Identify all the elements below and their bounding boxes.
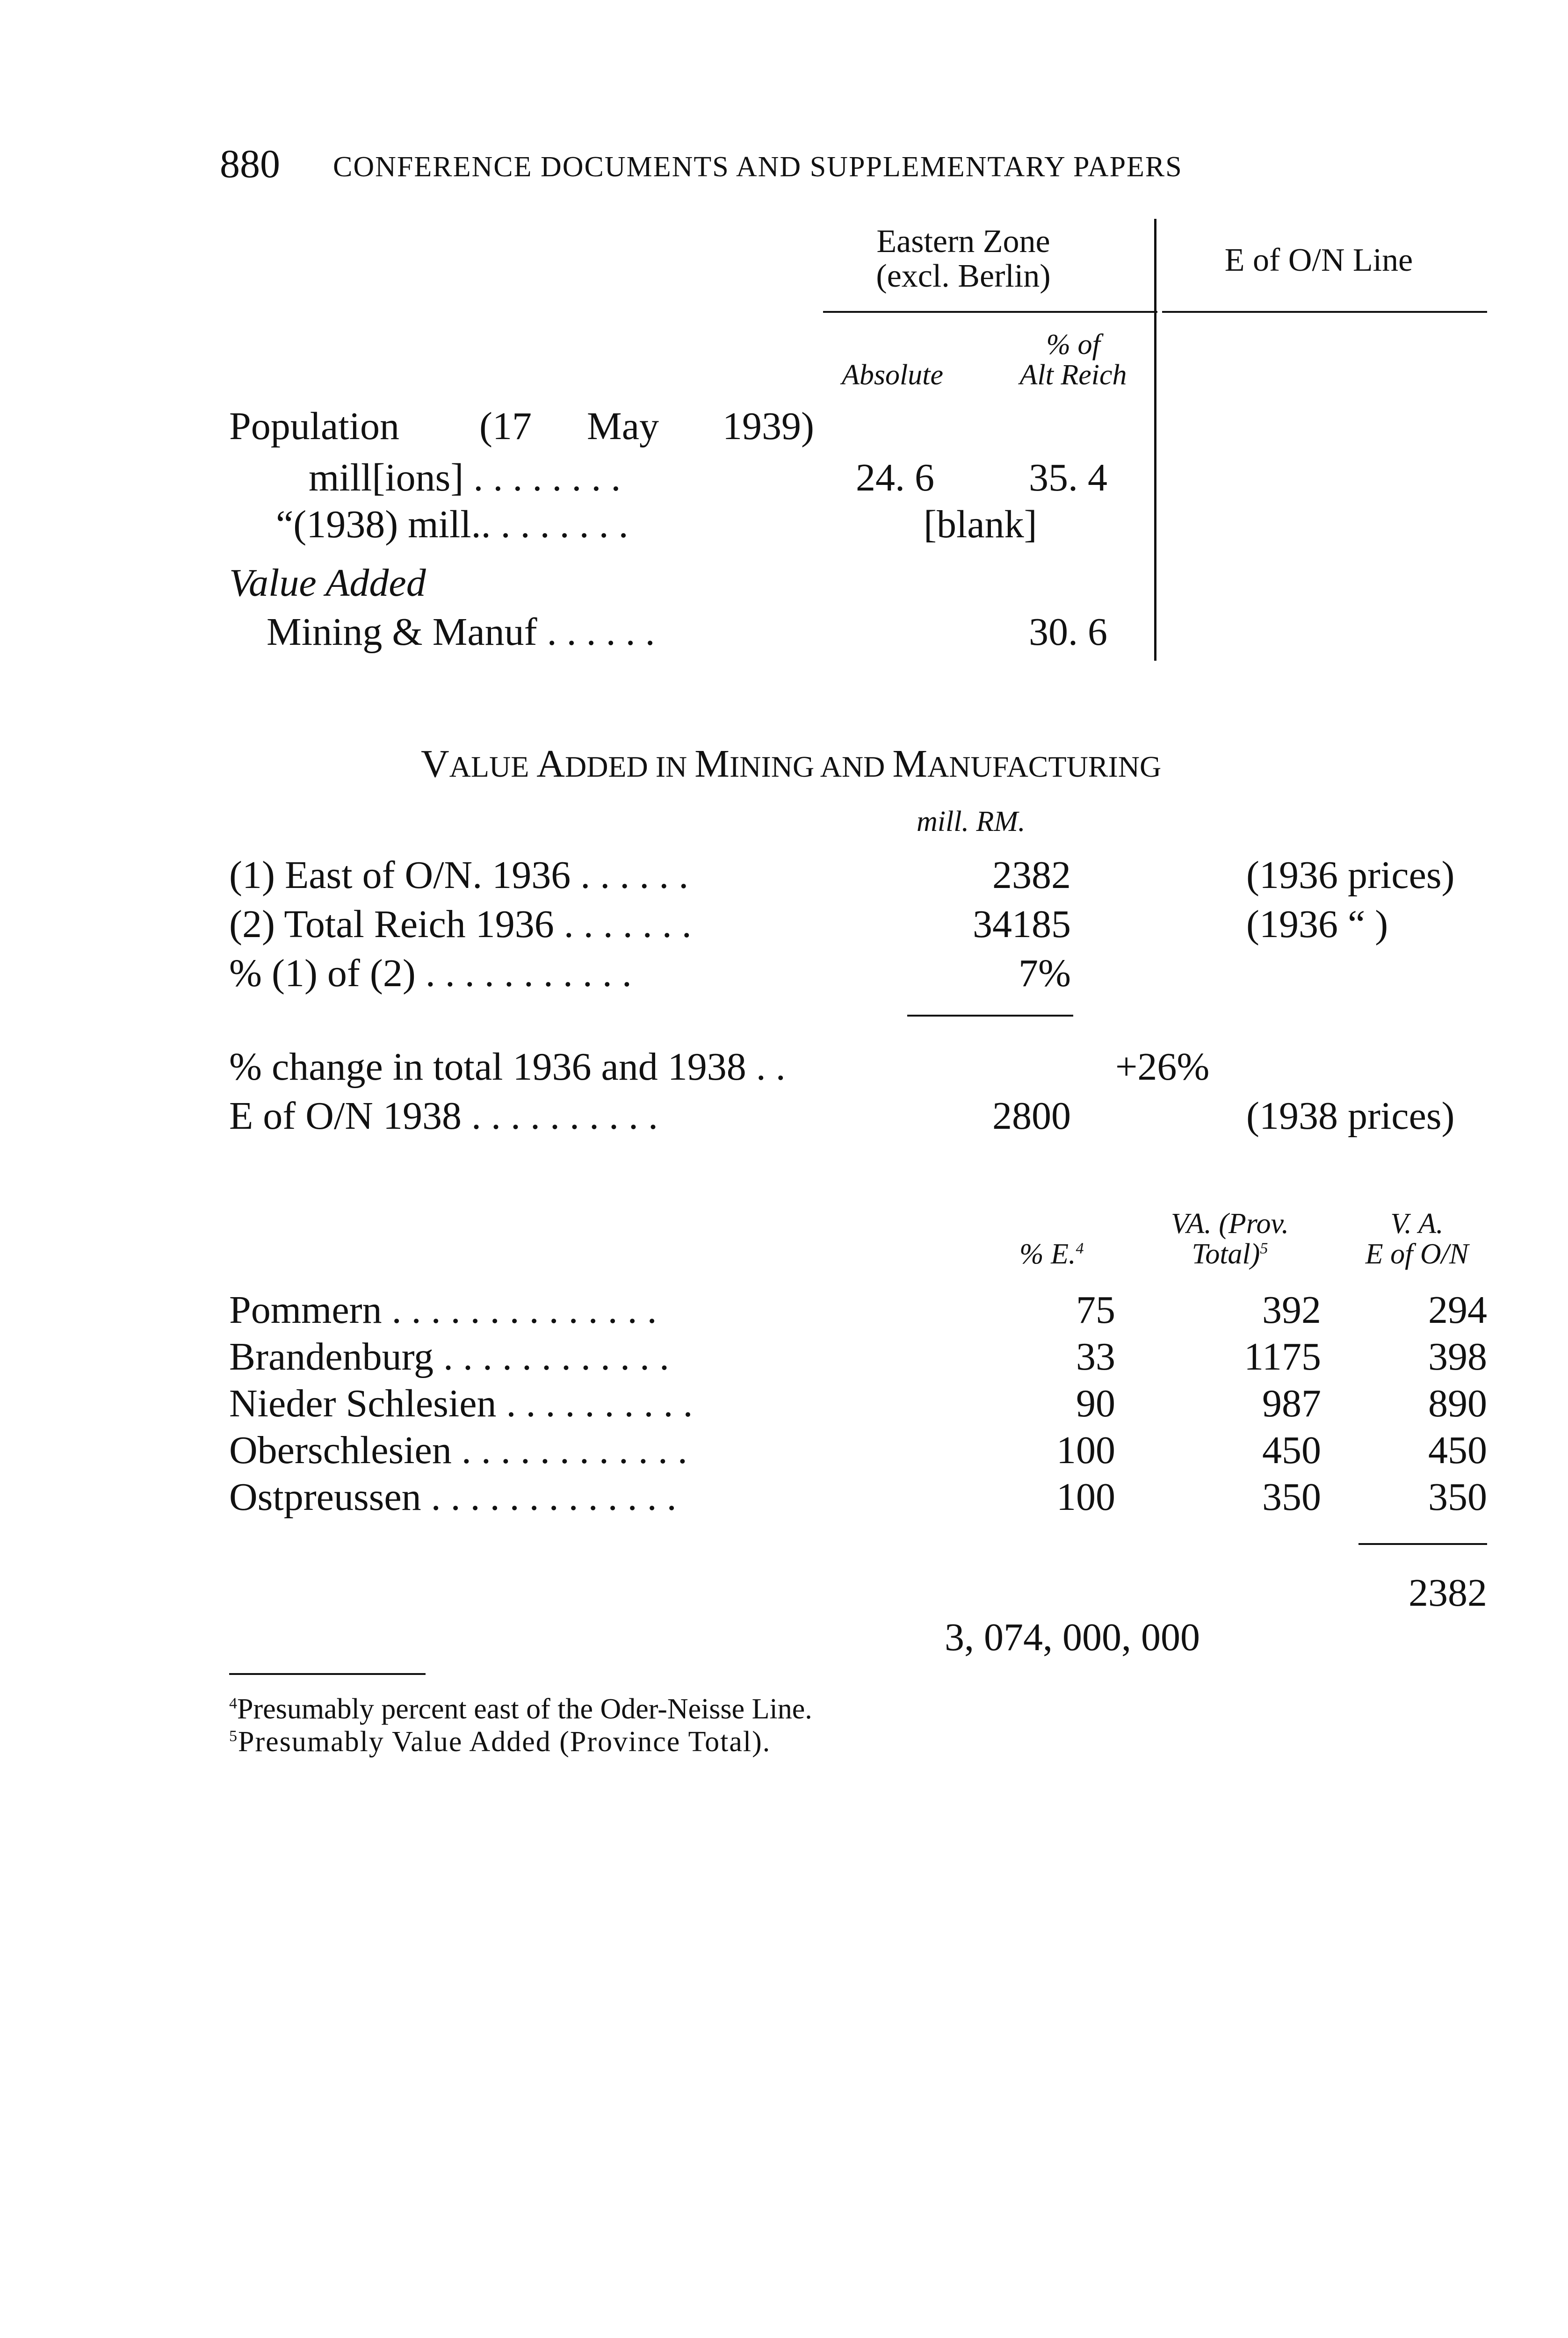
province-name: Pommern . . . . . . . . . . . . . . [229, 1288, 657, 1332]
province-name: Brandenburg . . . . . . . . . . . . [229, 1335, 670, 1378]
province-va: 392 [1262, 1288, 1321, 1332]
pct-east-header: % E.$^4$ [1019, 1238, 1084, 1270]
vertical-column-rule [1154, 219, 1156, 661]
mill-1938-value: [blank] [924, 503, 1037, 546]
header-rule-left [823, 311, 1157, 313]
running-title: CONFERENCE DOCUMENTS AND SUPPLEMENTARY PAPERS [333, 151, 1183, 183]
footnote-rule [229, 1673, 426, 1675]
province-pct: 33 [1076, 1335, 1115, 1378]
population-label-b: (17 [479, 404, 532, 448]
millions-label: mill[ions] . . . . . . . . [309, 456, 621, 499]
row5-value: 2800 [992, 1094, 1071, 1138]
row3-value: 7% [1019, 952, 1071, 995]
province-eon: 890 [1428, 1382, 1487, 1425]
eon-line-header: E of O/N Line [1224, 242, 1413, 278]
millions-pct: 35. 4 [1029, 456, 1107, 499]
grand-total: 3, 074, 000, 000 [945, 1616, 1200, 1659]
province-eon: 350 [1428, 1475, 1487, 1519]
province-eon: 398 [1428, 1335, 1487, 1378]
province-va: 450 [1262, 1429, 1321, 1472]
province-name: Nieder Schlesien . . . . . . . . . . [229, 1382, 693, 1425]
province-eon: 450 [1428, 1429, 1487, 1472]
eastern-zone-header: Eastern Zone (excl. Berlin) [876, 224, 1051, 294]
va-eon-header: V. A. E of O/N [1365, 1208, 1469, 1270]
mill-1938-label: “(1938) mill.. . . . . . . . [276, 503, 629, 546]
pct-alt-reich-subheader: % of Alt Reich [1019, 329, 1127, 391]
row1-note: (1936 prices) [1246, 853, 1455, 897]
absolute-subheader: Absolute [842, 359, 943, 391]
page-number: 880 [220, 141, 280, 186]
row2-note: (1936 “ ) [1246, 902, 1388, 946]
row1-label: (1) East of O/N. 1936 . . . . . . [229, 853, 689, 897]
province-pct: 100 [1056, 1429, 1115, 1472]
population-label-d: 1939) [723, 404, 814, 448]
va-prov-total-header: VA. (Prov. Total)$^5$ [1171, 1208, 1289, 1270]
province-pct: 90 [1076, 1382, 1115, 1425]
footnote-5: $^5$Presumably Value Added (Province Total). [229, 1726, 771, 1758]
row5-label: E of O/N 1938 . . . . . . . . . . [229, 1094, 658, 1138]
population-label-a: Population [229, 404, 400, 448]
row2-label: (2) Total Reich 1936 . . . . . . . [229, 902, 692, 946]
value-added-label: Value Added [229, 561, 426, 605]
millions-absolute: 24. 6 [856, 456, 934, 499]
province-va: 350 [1262, 1475, 1321, 1519]
province-pct: 75 [1076, 1288, 1115, 1332]
header-rule-right [1162, 311, 1487, 313]
subtotal-rule [907, 1015, 1073, 1017]
unit-label: mill. RM. [917, 806, 1026, 837]
footnote-4: $^4$Presumably percent east of the Oder-Neisse Line. [229, 1693, 812, 1725]
province-name: Ostpreussen . . . . . . . . . . . . . [229, 1475, 677, 1519]
total-eon: 2382 [1409, 1571, 1487, 1615]
row3-label: % (1) of (2) . . . . . . . . . . . [229, 952, 632, 995]
total-rule [1358, 1543, 1487, 1545]
row5-note: (1938 prices) [1246, 1094, 1455, 1138]
row4-label: % change in total 1936 and 1938 . . [229, 1045, 786, 1089]
province-pct: 100 [1056, 1475, 1115, 1519]
row2-value: 34185 [973, 902, 1071, 946]
row4-value: +26% [1115, 1045, 1210, 1089]
province-va: 987 [1262, 1382, 1321, 1425]
province-name: Oberschlesien . . . . . . . . . . . . [229, 1429, 687, 1472]
population-label-c: May [587, 404, 659, 448]
row1-value: 2382 [992, 853, 1071, 897]
province-va: 1175 [1244, 1335, 1321, 1378]
section-title: VALUE ADDED IN MINING AND MANUFACTURING [421, 742, 1162, 786]
mining-manuf-pct: 30. 6 [1029, 610, 1107, 654]
mining-manuf-label: Mining & Manuf . . . . . . [267, 610, 655, 654]
province-eon: 294 [1428, 1288, 1487, 1332]
